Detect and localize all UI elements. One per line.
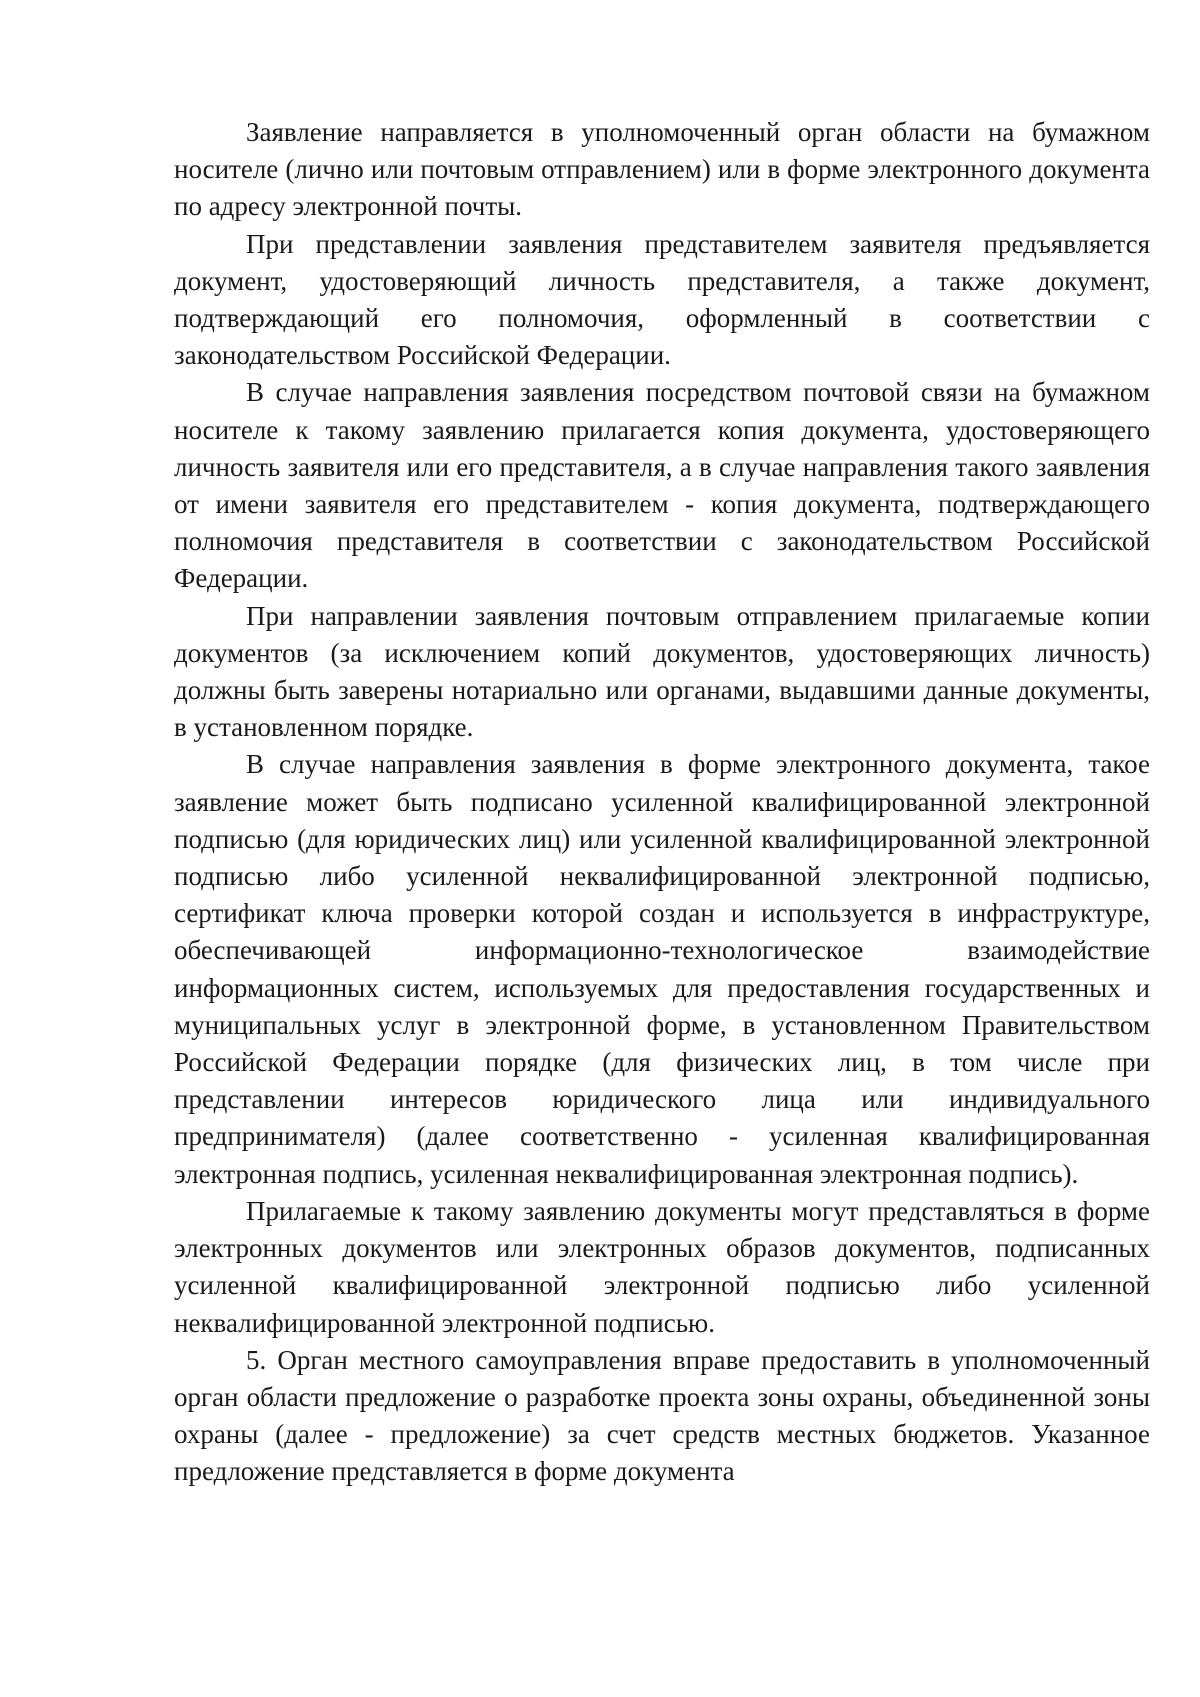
paragraph-postal-copies: В случае направления заявления посредством почтовой связи на бумажном носителе к такому заявлению прилагается копия документа, удостоверяющего личность заявителя или его представителя, а в случае направления такого заявления от имени заявителя его представителем - копия документа, подтверждающего полномочия представителя в соответствии с законодательством Российской Федерации. (174, 377, 1150, 594)
paragraph-submission-method: Заявление направляется в уполномоченный орган области на бумажном носителе (лично или почтовым отправлением) или в форме электронного документа по адресу электронной почты. (174, 117, 1150, 222)
paragraph-attached-documents: Прилагаемые к такому заявлению документы могут представляться в форме электронных документов или электронных образов документов, подписанных усиленной квалифицированной электронной подписью либо усиленной неквалифицированной электронной подписью. (174, 1195, 1150, 1338)
document-body (174, 114, 1150, 1491)
paragraph-representative-documents: При представлении заявления представителем заявителя предъявляется документ, удостоверяющий личность представителя, а также документ, подтверждающий его полномочия, оформленный в соответствии с законодательством Российской Федерации. (174, 228, 1150, 371)
paragraph-notarized-copies: При направлении заявления почтовым отправлением прилагаемые копии документов (за исключением копий документов, удостоверяющих личность) должны быть заверены нотариально или органами, выдавшими данные документы, в установленном порядке. (174, 600, 1150, 743)
paragraph-electronic-signature: В случае направления заявления в форме электронного документа, такое заявление может быть подписано усиленной квалифицированной электронной подписью (для юридических лиц) или усиленной квалифицированной электронной подписью либо усиленной неквалифицированной электронной подписью, сертификат ключа проверки которой создан и используется в инфраструктуре, обеспечивающей информационно-технологическое взаимодействие информационных систем, используемых для предоставления государственных и муниципальных услуг в электронной форме, в установленном Правительством Российской Федерации порядке (для физических лиц, в том числе при представлении интересов юридического лица или индивидуального предпринимателя) (далее соответственно - усиленная квалифицированная электронная подпись, усиленная неквалифицированная электронная подпись). (174, 749, 1150, 1189)
paragraph-item-5-local-government: 5. Орган местного самоуправления вправе предоставить в уполномоченный орган области предложение о разработке проекта зоны охраны, объединенной зоны охраны (далее - предложение) за счет средств местных бюджетов. Указанное предложение представляется в форме документа (174, 1344, 1150, 1487)
